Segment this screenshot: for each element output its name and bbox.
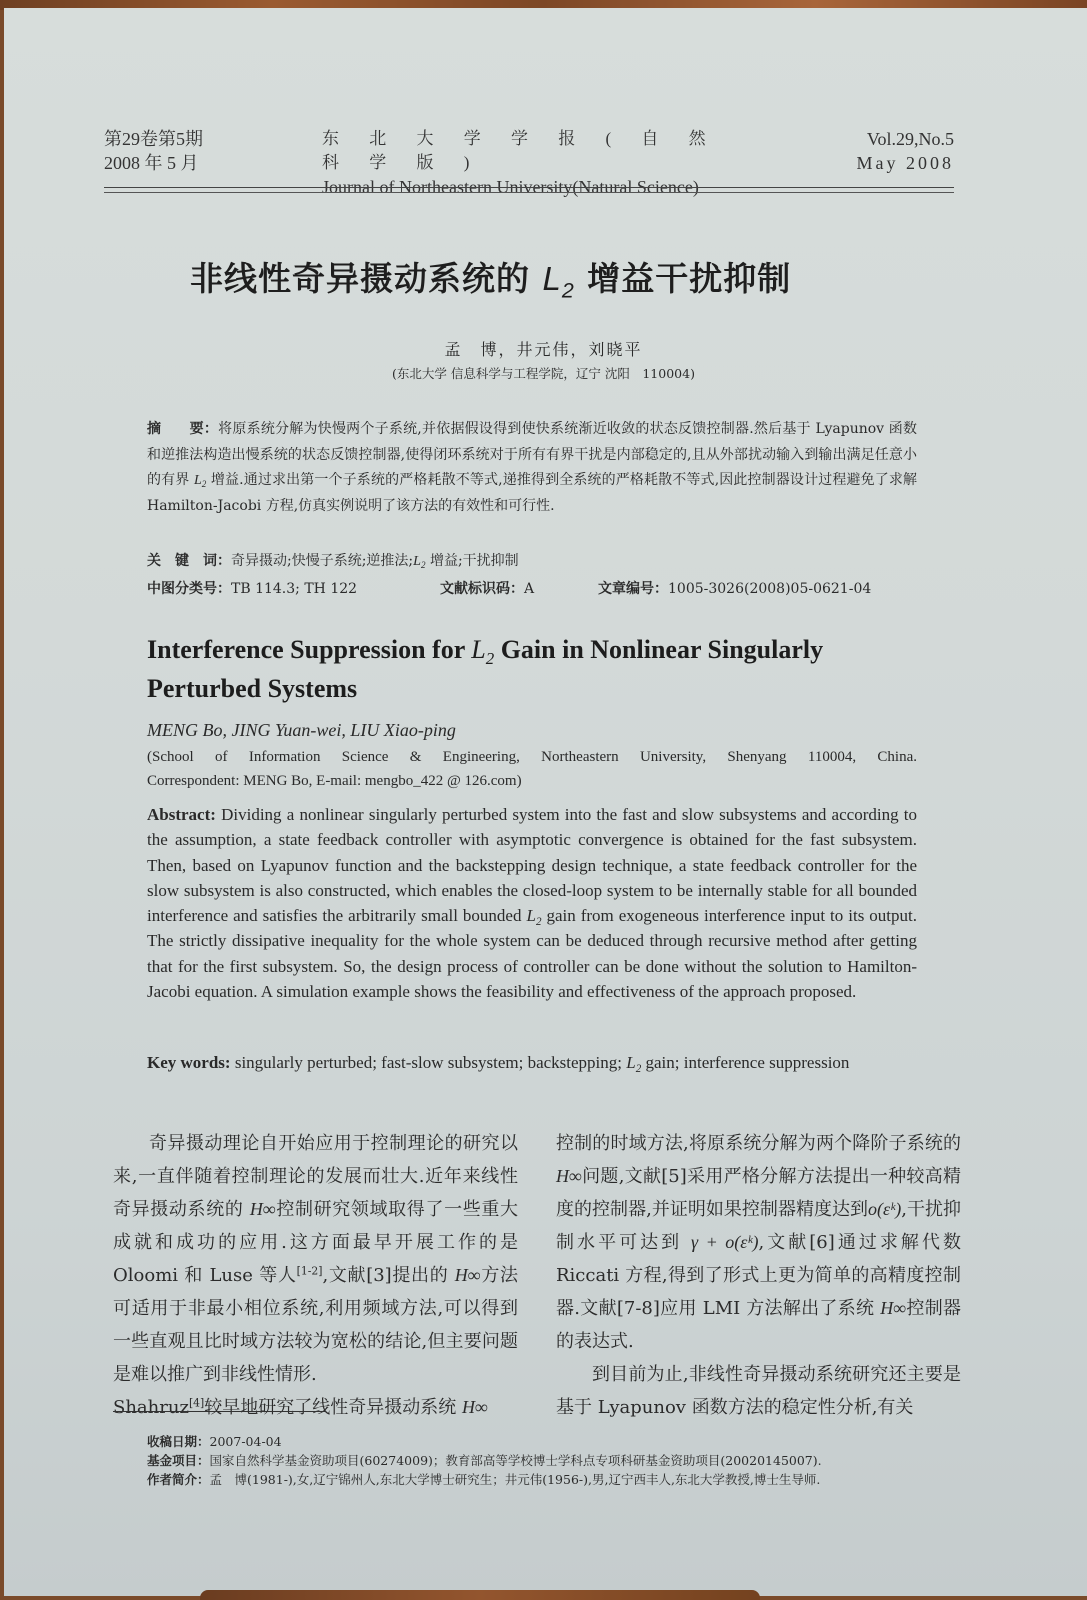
correspondent-email: Correspondent: MENG Bo, E-mail: mengbo_422 @ 126.com) xyxy=(147,773,522,789)
abstract-cn-label: 摘 要： xyxy=(147,421,219,437)
footnote-rule xyxy=(113,1411,326,1412)
paragraph: 到目前为止,非线性奇异摄动系统研究还主要是基于 Lyapunov 函数方法的稳定性分析,有关 xyxy=(556,1364,961,1418)
clc-number: TB 114.3; TH 122 xyxy=(231,581,358,597)
running-header-left xyxy=(104,127,203,175)
running-header-right xyxy=(857,127,955,175)
table-surface-bottom xyxy=(200,1590,760,1600)
date-cn: 2008 年 5 月 xyxy=(104,153,199,173)
funding: 基金项目：国家自然科学基金资助项目(60274009)；教育部高等学校博士学科点专项科研基金资助项目(20020145007). xyxy=(147,1453,822,1468)
l2-symbol: $L_2$ xyxy=(471,635,495,668)
paragraph: 奇异摄动理论自开始应用于控制理论的研究以来,一直伴随着控制理论的发展而壮大.近年来线性奇异摄动系统的 H∞控制研究领域取得了一些重大成就和成功的应用.这方面最早开展工作的是 Oloomi 和 Luse 等人[1-2],文献[3]提出的 H∞方法可适用于非最小相位系统,利用频域方法,可以得到一些直观且比时域方法较为宽松的结论,但主要问题是难以推广到非线性情形. xyxy=(113,1133,518,1385)
footnotes xyxy=(147,1432,977,1489)
body-column-left xyxy=(113,1127,518,1424)
author-bio: 作者简介：孟 博(1981-),女,辽宁锦州人,东北大学博士研究生；井元伟(1956-),男,辽宁西丰人,东北大学教授,博士生导师. xyxy=(147,1472,821,1487)
l2-symbol: $L_2$ xyxy=(193,473,207,490)
citation: [1-2] xyxy=(296,1264,323,1278)
abstract-en-label: Abstract: xyxy=(147,805,216,824)
l2-symbol: $L_2$ xyxy=(542,260,575,303)
journal-name-en: Journal of Northeastern University(Natural Science) xyxy=(322,177,699,197)
volume-en: Vol.29,No.5 xyxy=(866,129,954,149)
classification-line: 中图分类号：TB 114.3; TH 122 xyxy=(147,581,358,597)
title-cn: 非线性奇异摄动系统的 $L_2$ 增益干扰抑制 xyxy=(190,259,792,303)
header-rule xyxy=(104,187,954,193)
keywords-en: Key words: singularly perturbed; fast-slow subsystem; backstepping; $L_2$ gain; interference suppression xyxy=(147,1053,850,1075)
affiliation-en: (School of Information Science & Engineering, Northeastern University, Shenyang 110004, China. Correspondent: MENG Bo, E-mail: mengbo_422 @ 126.com) xyxy=(147,745,917,793)
paragraph: Shahruz[4]较早地研究了线性奇异摄动系统 H∞ xyxy=(113,1396,488,1418)
date-en: May 2008 xyxy=(856,153,954,173)
authors-en: MENG Bo, JING Yuan-wei, LIU Xiao-ping xyxy=(147,720,456,740)
received-date: 收稿日期：2007-04-04 xyxy=(147,1434,282,1449)
journal-name-cn: 东 北 大 学 学 报 ( 自 然 科 学 版 ) xyxy=(322,129,719,172)
document-code: 文献标识码：A xyxy=(440,581,535,597)
citation: [4] xyxy=(188,1396,205,1410)
affiliation-cn: (东北大学 信息科学与工程学院，辽宁 沈阳 110004) xyxy=(392,366,695,381)
abstract-cn: 摘 要：将原系统分解为快慢两个子系统,并依据假设得到使快系统渐近收敛的状态反馈控制器.然后基于 Lyapunov 函数和逆推法构造出慢系统的状态反馈控制器,使得闭环系统对于所有有界干扰是内部稳定的,且从外部扰动输入到输出满足任意小的有界 $L_2$ 增益.通过求出第一个子系统的严格耗散不等式,递推得到全系统的严格耗散不等式,因此控制器设计过程避免了求解 Hamilton-Jacobi 方程,仿真实例说明了该方法的有效性和可行性. xyxy=(147,421,917,514)
abstract-en: Abstract: Dividing a nonlinear singularly perturbed system into the fast and slow subsystems and according to the assumption, a state feedback controller with asymptotic convergence is obtained for the fast subsystem. Then, based on Lyapunov function and the backstepping design technique, a state feedback controller for the slow subsystem is also constructed, which enables the closed-loop system to be internally stable for all bounded interference and satisfies the arbitrarily small bounded $L_2$ gain from exogeneous interference input to its output. The strictly dissipative inequality for the whole system can be deduced through recursive method after getting that for the first subsystem. So, the design process of controller can be done without the solution to Hamilton-Jacobi equation. A simulation example shows the feasibility and effectiveness of the approach proposed. xyxy=(147,805,917,1002)
article-number: 文章编号：1005-3026(2008)05-0621-04 xyxy=(598,581,872,597)
authors-cn: 孟 博，井元伟，刘晓平 xyxy=(444,340,643,359)
issue-cn: 第29卷第5期 xyxy=(104,129,203,149)
keywords-cn: 关 键 词：奇异摄动;快慢子系统;逆推法$;L_2$ 增益;干扰抑制 xyxy=(147,553,519,571)
paragraph: 控制的时域方法,将原系统分解为两个降阶子系统的 H∞问题,文献[5]采用严格分解方法提出一种较高精度的控制器,并证明如果控制器精度达到o(εᵏ),干扰抑制水平可达到 γ + o(εᵏ),文献[6]通过求解代数 Riccati 方程,得到了形式上更为简单的高精度控制器.文献[7-8]应用 LMI 方法解出了系统 H∞控制器的表达式. xyxy=(556,1133,962,1352)
body-column-right xyxy=(556,1127,961,1424)
title-en: Interference Suppression for $L_2$ Gain in Nonlinear Singularly Perturbed Systems xyxy=(147,635,824,703)
